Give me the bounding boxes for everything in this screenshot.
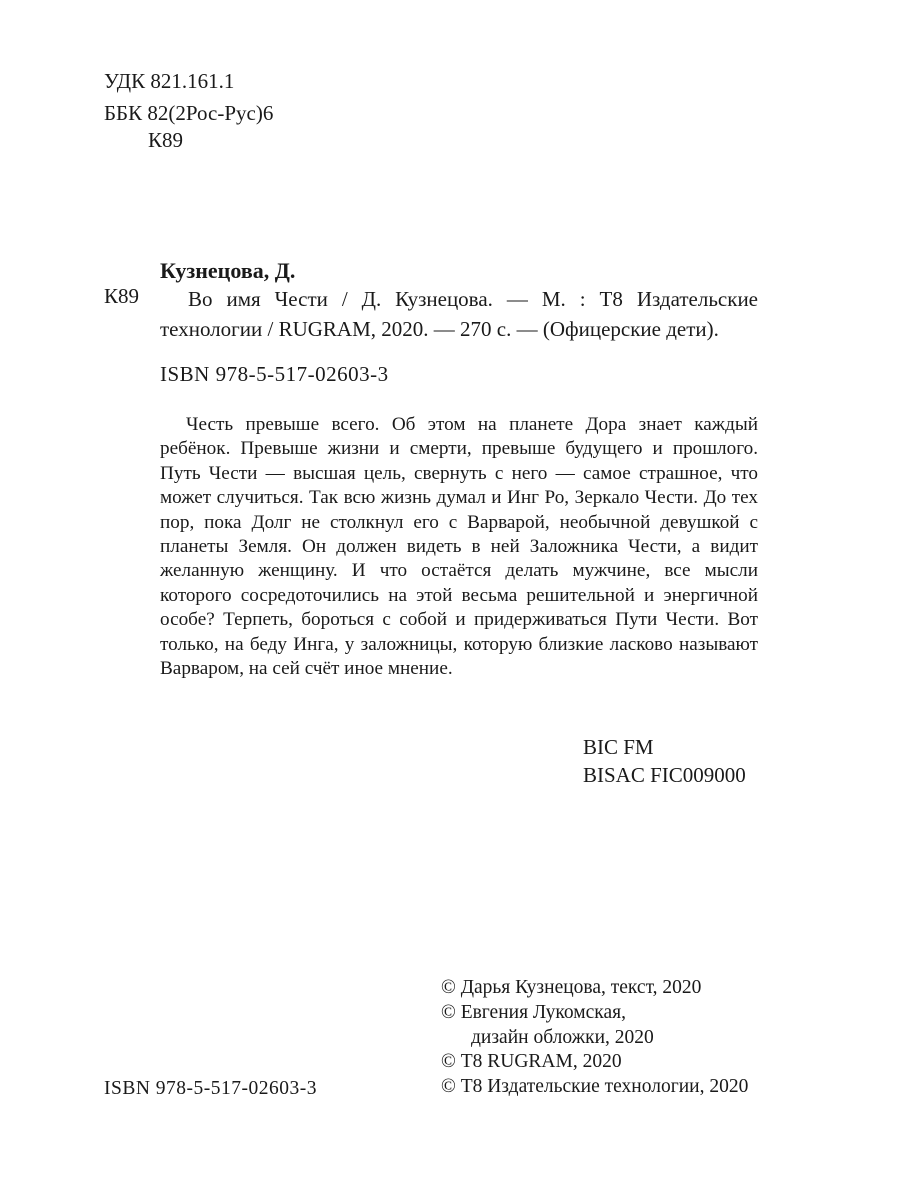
isbn-bottom: ISBN 978-5-517-02603-3 [104, 1078, 318, 1099]
bibliographic-description: Во имя Чести / Д. Кузнецова. — М. : Т8 Издательские технологии / RUGRAM, 2020. — 270 с. — (Офицерские дети). [160, 287, 758, 341]
copyright-cover-design: дизайн обложки, 2020 [471, 1027, 654, 1048]
copyright-rugram: © Т8 RUGRAM, 2020 [441, 1051, 622, 1072]
udk-code: УДК 821.161.1 [104, 69, 235, 93]
author-heading: Кузнецова, Д. [160, 258, 296, 283]
isbn-main: ISBN 978-5-517-02603-3 [160, 362, 389, 386]
author-mark: К89 [148, 128, 184, 152]
bibliographic-mark: К89 [104, 284, 140, 308]
copyright-author: © Дарья Кузнецова, текст, 2020 [441, 977, 702, 998]
copyright-publisher: © Т8 Издательские технологии, 2020 [441, 1076, 749, 1097]
annotation-text: Честь превыше всего. Об этом на планете Дора знает каждый ребёнок. Превыше жизни и смерти, превыше будущего и прошлого. Путь Чести — высшая цель, свернуть с него — самое страшное, что может случиться. Так всю жизнь думал и Инг Ро, Зеркало Чести. До тех пор, пока Долг не столкнул его с Варварой, необычной девушкой с планеты Земля. Он должен видеть в ней Заложника Чести, а видит желанную женщину. И что остаётся делать мужчине, все мысли которого сосредоточились на этой весьма решительной и энергичной особе? Терпеть, бороться с собой и придерживаться Пути Чести. Вот только, на беду Инга, у заложницы, которую близкие ласково называют Варваром, на сей счёт иное мнение. [160, 414, 758, 680]
bisac-code: BISAC FIC009000 [583, 763, 746, 787]
bic-code: BIC FM [583, 735, 654, 759]
copyright-cover-designer: © Евгения Лукомская, [441, 1002, 626, 1023]
bbk-code: ББК 82(2Рос-Рус)6 [104, 101, 274, 125]
